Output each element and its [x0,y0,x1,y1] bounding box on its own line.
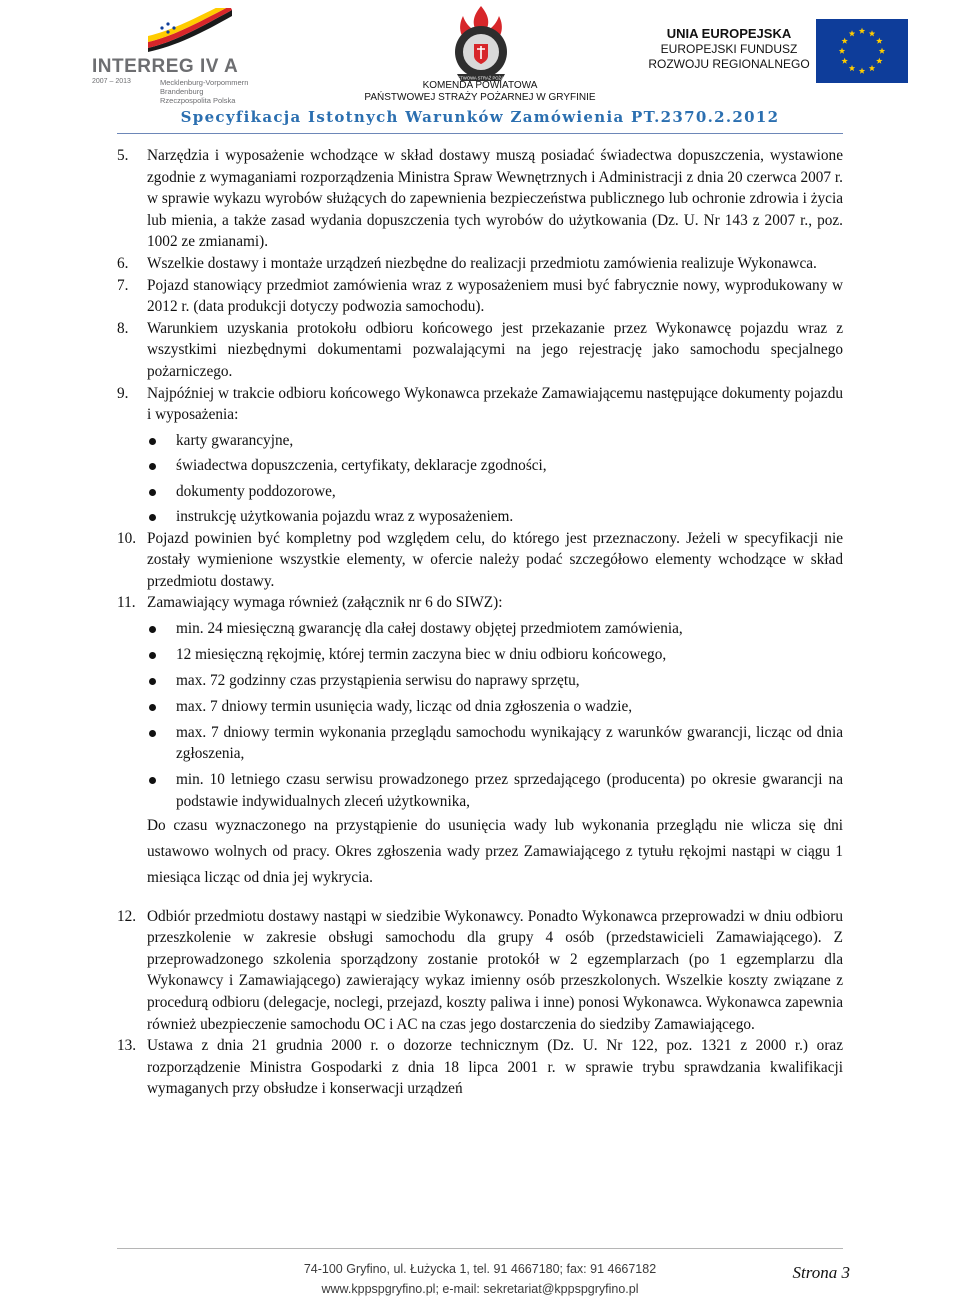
list-item [117,275,843,318]
item-text: Narzędzia i wyposażenie wchodzące w skład dostawy muszą posiadać świadectwa dopuszczenia, wystawione zgodnie z wymaganiami rozporządzenia Ministra Spraw Wewnętrznych i Administracji z dnia 20 czerwca 2007 r. w sprawie wykazu wyrobów służących do zapewnienia bezpieczeństwa publicznego lub ochronie zdrowia i życia lub mienia, a także zasad wydania dopuszczenia tych wyrobów do użytkowania (Dz. U. Nr 143 z 2007 r., poz. 1002 ze zmianami). [147,147,843,251]
item-text: Odbiór przedmiotu dostawy nastąpi w siedzibie Wykonawcy. Ponadto Wykonawca przeprowadzi w dniu odbioru przeszkolenie w zakresie obsługi samochodu dla grupy 4 osób (przedstawicieli Zamawiającego). Z przeprowadzonego szkolenia sporządzony zostanie protokół w 2 egzemplarzach (po 1 egzemplarzu dla Wykonawcy i Zamawiającego) zawierający wykaz imienny osób przeszkolonych. Wszelkie koszty związane z procedurą odbioru (delegacje, noclegi, przejazd, koszty paliwa i inne) ponosi Wykonawca. Wykonawca zapewnia również ubezpieczenie samochodu OC i AC na czas jego dostarczenia do siedziby Zamawiającego. [147,907,843,1033]
interreg-regions [160,78,248,105]
bullet-item: min. 10 letniego czasu serwisu prowadzonego przez sprzedającego (producenta) po okresie gwarancji na podstawie indywidualnych zleceń użytkownika, [147,769,843,812]
eu-fund-label: EUROPEJSKI FUNDUSZ [660,42,798,56]
interreg-name: INTERREG IV A [92,56,239,77]
page-header [0,0,960,126]
eu-fund-text [646,26,812,72]
item-number: 12. [117,907,137,925]
item-text: Pojazd stanowiący przedmiot zamówienia wraz z wyposażeniem musi być fabrycznie nowy, wyprodukowany w 2012 r. (data produkcji dotyczy podwozia samochodu). [147,276,843,316]
item-number: 11. [117,594,136,612]
item-text: Warunkiem uzyskania protokołu odbioru końcowego jest przekazanie przez Wykonawcę pojazdu wraz z wszystkimi niezbędnymi dokumentami pozwalającymi na jego rejestrację jako samochodu specjalnego pożarniczego. [147,319,843,380]
komenda-name [340,80,620,104]
eu-flag-icon [816,19,908,83]
item-number: 8. [117,319,129,337]
eu-union-label: UNIA EUROPEJSKA [666,26,792,41]
eu-regional-label: ROZWOJU REGIONALNEGO [648,57,810,71]
list-item [117,145,843,253]
list-item [117,253,843,275]
fire-service-emblem-icon [441,4,521,82]
item-number: 7. [117,276,129,294]
emblem-text: PAŃSTWOWA STRAŻ POŻARNA [449,75,513,81]
list-item [117,528,843,593]
region-line: Rzeczpospolita Polska [160,96,236,105]
interreg-logo [92,8,249,106]
item-number: 6. [117,254,129,272]
document-title: Specyfikacja Istotnych Warunków Zamówienia PT.2370.2.2012 [180,108,780,126]
item-text: Wszelkie dostawy i montaże urządzeń niezbędne do realizacji przedmiotu zamówienia realizuje Wykonawca. [147,254,817,272]
page-footer [230,1259,730,1299]
item-text: Zamawiający wymaga również (załącznik nr 6 do SIWZ): [147,594,503,612]
bullet-item: max. 7 dniowy termin wykonania przeglądu samochodu wynikający z warunków gwarancji, licząc od dnia zgłoszenia, [147,722,843,765]
item-text: Najpóźniej w trakcie odbioru końcowego Wykonawca przekaże Zamawiającemu następujące dokumenty pojazdu i wyposażenia: [147,384,843,424]
bullet-item: max. 7 dniowy termin usunięcia wady, licząc od dnia zgłoszenia o wadzie, [147,696,843,718]
list-item [117,906,843,1036]
warranty-paragraph: Do czasu wyznaczonego na przystąpienie do usunięcia wady lub wykonania przeglądu nie wlicza się dni ustawowo wolnych od pracy. Okres zgłoszenia wady przez Zamawiającego z tytułu rękojmi nastąpi w ciągu 1 miesiąca licząc od dnia jej wykrycia. [147,816,843,886]
komenda-line-1: KOMENDA POWIATOWA [422,80,538,91]
list-item [117,318,843,383]
footer-address: 74-100 Gryfino, ul. Łużycka 1, tel. 91 4667180; fax: 91 4667182 [303,1262,657,1276]
bullet-item: min. 24 miesięczną gwarancję dla całej dostawy objętej przedmiotem zamówienia, [147,618,843,640]
footer-divider [117,1248,843,1249]
region-line: Brandenburg [160,87,204,96]
bullet-item: dokumenty poddozorowe, [147,481,843,503]
item-number: 5. [117,147,129,164]
documents-list [147,430,843,528]
header-divider [117,133,843,134]
item-text: Pojazd powinien być kompletny pod względem celu, do którego jest przeznaczony. Jeżeli w specyfikacji nie zostały wymienione wszystkie elementy, w ofercie należy podać szczegółowo elementy wchodzące w skład przedmiotu dostawy. [147,529,843,590]
bullet-item: max. 72 godzinny czas przystąpienia serwisu do naprawy sprzętu, [147,670,843,692]
bullet-item: świadectwa dopuszczenia, certyfikaty, deklaracje zgodności, [147,455,843,477]
item-number: 9. [117,384,129,402]
footer-contact: www.kppspgryfino.pl; e-mail: sekretariat@kppspgryfino.pl [321,1282,639,1296]
interreg-years: 2007 – 2013 [92,78,131,85]
list-item [117,383,843,528]
komenda-line-2: PAŃSTWOWEJ STRAŻY POŻARNEJ W GRYFINIE [364,92,596,103]
bullet-item: 12 miesięczną rękojmię, której termin zaczyna biec w dniu odbioru końcowego, [147,644,843,666]
list-item [117,1035,843,1100]
item-text: Ustawa z dnia 21 grudnia 2000 r. o dozorze technicznym (Dz. U. Nr 122, poz. 1321 z 2000 r.) oraz rozporządzenie Ministra Gospodarki z dnia 18 lipca 2001 r. w sprawie trybu sprawdzania kwalifikacji wymaganych przy obsłudze i konserwacji urządzeń [147,1037,843,1098]
requirements-list [147,618,843,812]
page-number: Strona 3 [792,1263,850,1282]
document-body [117,145,843,1100]
item-number: 13. [117,1037,137,1055]
bullet-item: instrukcję użytkowania pojazdu wraz z wyposażeniem. [147,506,843,528]
interreg-flag-wave-icon [144,8,236,54]
list-item [117,592,843,812]
item-number: 10. [117,529,137,547]
bullet-item: karty gwarancyjne, [147,430,843,452]
region-line: Mecklenburg-Vorpommern [160,78,249,87]
